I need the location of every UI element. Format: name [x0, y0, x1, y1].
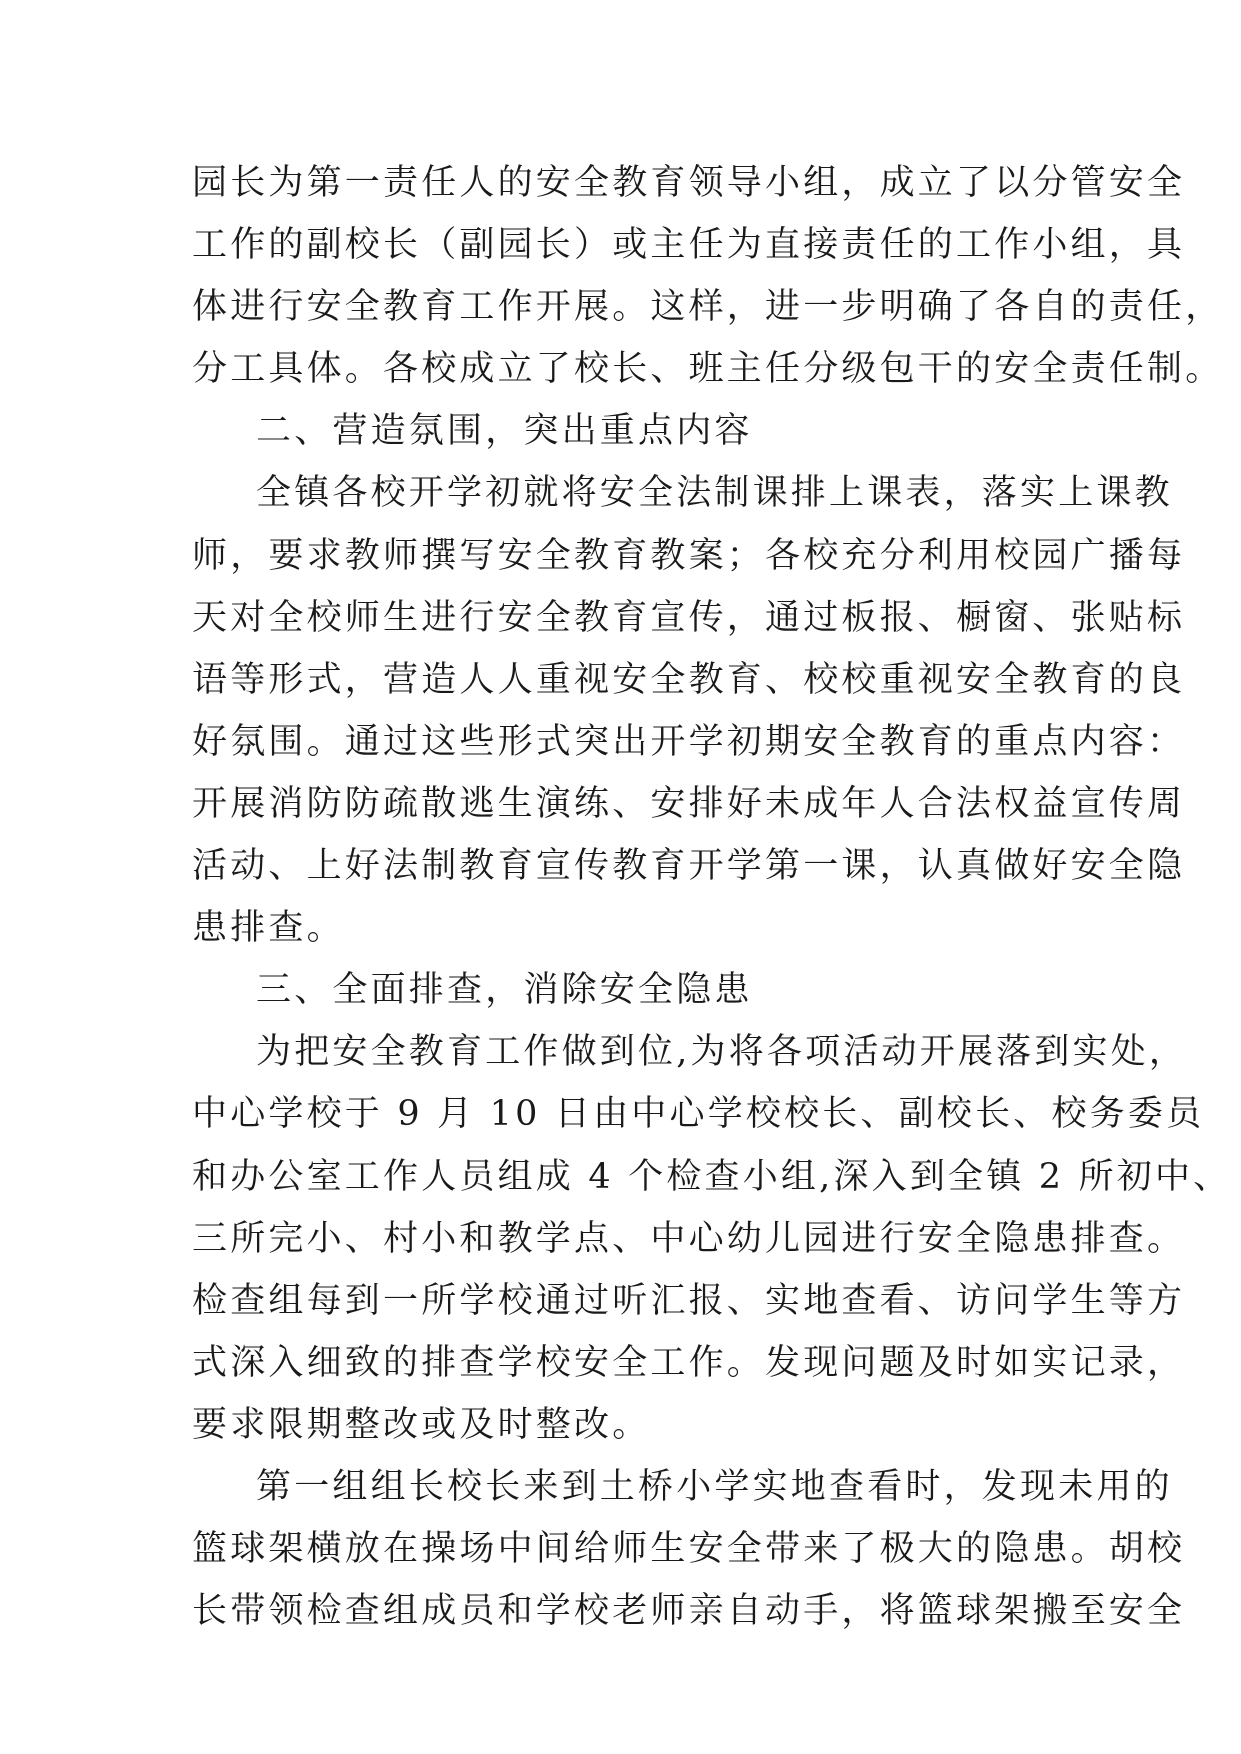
text-line: 中心学校于 9 月 10 日由中心学校校长、副校长、校务委员	[192, 1094, 1205, 1135]
text-line: 长带领检查组成员和学校老师亲自动手，将篮球架搬至安全	[192, 1591, 1186, 1632]
text-line: 开展消防防疏散逃生演练、安排好未成年人合法权益宣传周	[192, 783, 1186, 824]
text-line: 天对全校师生进行安全教育宣传，通过板报、橱窗、张贴标	[192, 597, 1186, 638]
text-line: 语等形式，营造人人重视安全教育、校校重视安全教育的良	[192, 659, 1186, 700]
section-heading: 三、全面排查，消除安全隐患	[256, 970, 753, 1011]
text-line: 师，要求教师撰写安全教育教案；各校充分利用校园广播每	[192, 535, 1186, 576]
text-line: 活动、上好法制教育宣传教育开学第一课，认真做好安全隐	[192, 846, 1186, 887]
text-line: 分工具体。各校成立了校长、班主任分级包干的安全责任制。	[192, 349, 1224, 390]
text-line: 体进行安全教育工作开展。这样，进一步明确了各自的责任，	[192, 287, 1224, 328]
text-line: 第一组组长校长来到土桥小学实地查看时，发现未用的	[256, 1466, 1173, 1507]
text-line: 全镇各校开学初就将安全法制课排上课表，落实上课教	[256, 473, 1173, 514]
text-line: 要求限期整改或及时整改。	[192, 1404, 651, 1445]
text-line: 工作的副校长（副园长）或主任为直接责任的工作小组，具	[192, 225, 1186, 266]
text-line: 好氛围。通过这些形式突出开学初期安全教育的重点内容：	[192, 721, 1186, 762]
section-heading: 二、营造氛围，突出重点内容	[256, 411, 753, 452]
text-line: 式深入细致的排查学校安全工作。发现问题及时如实记录，	[192, 1342, 1186, 1383]
text-line: 园长为第一责任人的安全教育领导小组，成立了以分管安全	[192, 163, 1186, 203]
text-line: 患排查。	[192, 908, 345, 949]
document-body	[192, 152, 1232, 1642]
text-line: 检查组每到一所学校通过听汇报、实地查看、访问学生等方	[192, 1280, 1186, 1321]
text-line: 和办公室工作人员组成 4 个检查小组,深入到全镇 2 所初中、	[192, 1156, 1232, 1197]
text-line: 篮球架横放在操场中间给师生安全带来了极大的隐患。胡校	[192, 1529, 1186, 1570]
text-line: 三所完小、村小和教学点、中心幼儿园进行安全隐患排查。	[192, 1218, 1186, 1259]
text-line: 为把安全教育工作做到位,为将各项活动开展落到实处，	[256, 1032, 1188, 1073]
